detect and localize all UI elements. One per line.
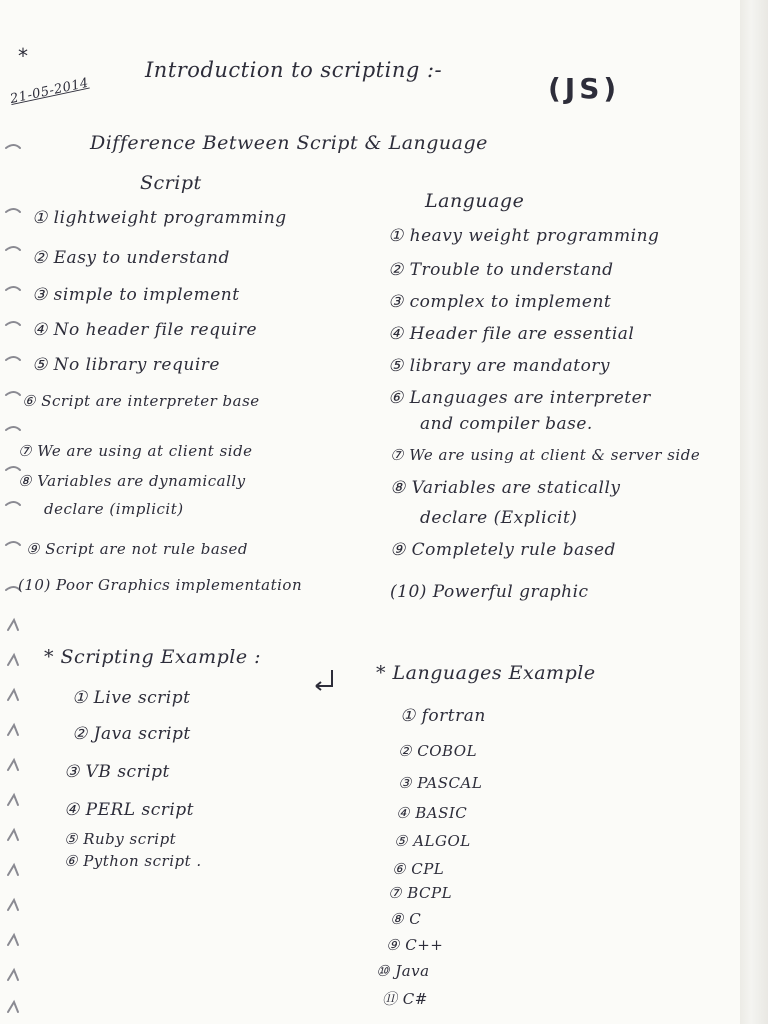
script-point: ④ No header file require bbox=[32, 320, 258, 340]
language-point: ⑧ Variables are statically bbox=[390, 478, 621, 498]
page-edge bbox=[740, 0, 768, 1024]
language-example-item: ④ BASIC bbox=[396, 804, 468, 822]
scripting-example-item: ⑥ Python script . bbox=[64, 852, 202, 870]
script-point: ① lightweight programming bbox=[32, 208, 287, 228]
language-example-heading: * Languages Example bbox=[376, 662, 596, 684]
language-example-item: ⑪ C# bbox=[382, 990, 428, 1008]
page-title: Introduction to scripting :- bbox=[145, 58, 443, 82]
language-point: ⑦ We are using at client & server side bbox=[390, 446, 701, 464]
language-point: ⑤ library are mandatory bbox=[388, 356, 611, 376]
script-column-heading: Script bbox=[140, 172, 202, 194]
language-example-item: ⑧ C bbox=[390, 910, 422, 928]
star-mark: * bbox=[18, 44, 29, 68]
language-example-item: ⑥ CPL bbox=[392, 860, 445, 878]
language-point-continued: declare (Explicit) bbox=[420, 508, 578, 528]
language-example-item: ⑤ ALGOL bbox=[394, 832, 471, 850]
language-example-item: ③ PASCAL bbox=[398, 774, 483, 792]
scripting-example-item: ① Live script bbox=[72, 688, 191, 708]
language-point: ③ complex to implement bbox=[388, 292, 612, 312]
bracket-arrow-icon bbox=[312, 666, 336, 692]
subheading: Difference Between Script & Language bbox=[90, 132, 488, 154]
language-point: ⑥ Languages are interpreter bbox=[388, 388, 651, 408]
language-example-item: ⑨ C++ bbox=[386, 936, 444, 954]
script-point: ⑦ We are using at client side bbox=[18, 442, 253, 460]
language-point: ① heavy weight programming bbox=[388, 226, 660, 246]
scripting-example-item: ④ PERL script bbox=[64, 800, 195, 820]
script-point: ⑥ Script are interpreter base bbox=[22, 392, 260, 410]
language-point: ② Trouble to understand bbox=[388, 260, 614, 280]
scripting-example-item: ② Java script bbox=[72, 724, 191, 744]
language-example-item: ⑦ BCPL bbox=[388, 884, 453, 902]
language-example-item: ① fortran bbox=[400, 706, 486, 726]
date-text: 21-05-2014 bbox=[8, 75, 91, 107]
scripting-example-item: ③ VB script bbox=[64, 762, 170, 782]
script-point: ② Easy to understand bbox=[32, 248, 230, 268]
language-example-item: ⑩ Java bbox=[376, 962, 430, 980]
script-point: ⑤ No library require bbox=[32, 355, 220, 375]
spiral-binding-icon bbox=[0, 0, 26, 1024]
language-point-continued: and compiler base. bbox=[420, 414, 593, 434]
scripting-example-heading: * Scripting Example : bbox=[44, 646, 262, 668]
scripting-example-item: ⑤ Ruby script bbox=[64, 830, 177, 848]
language-point: ⑨ Completely rule based bbox=[390, 540, 616, 560]
language-point: ④ Header file are essential bbox=[388, 324, 635, 344]
language-point: (10) Powerful graphic bbox=[390, 582, 589, 602]
script-point: (10) Poor Graphics implementation bbox=[18, 576, 303, 594]
script-point-continued: declare (implicit) bbox=[44, 500, 184, 518]
language-column-heading: Language bbox=[425, 190, 525, 212]
js-tag: (JS) bbox=[548, 72, 621, 105]
script-point: ③ simple to implement bbox=[32, 285, 240, 305]
language-example-item: ② COBOL bbox=[398, 742, 478, 760]
script-point: ⑨ Script are not rule based bbox=[26, 540, 248, 558]
script-point: ⑧ Variables are dynamically bbox=[18, 472, 246, 490]
